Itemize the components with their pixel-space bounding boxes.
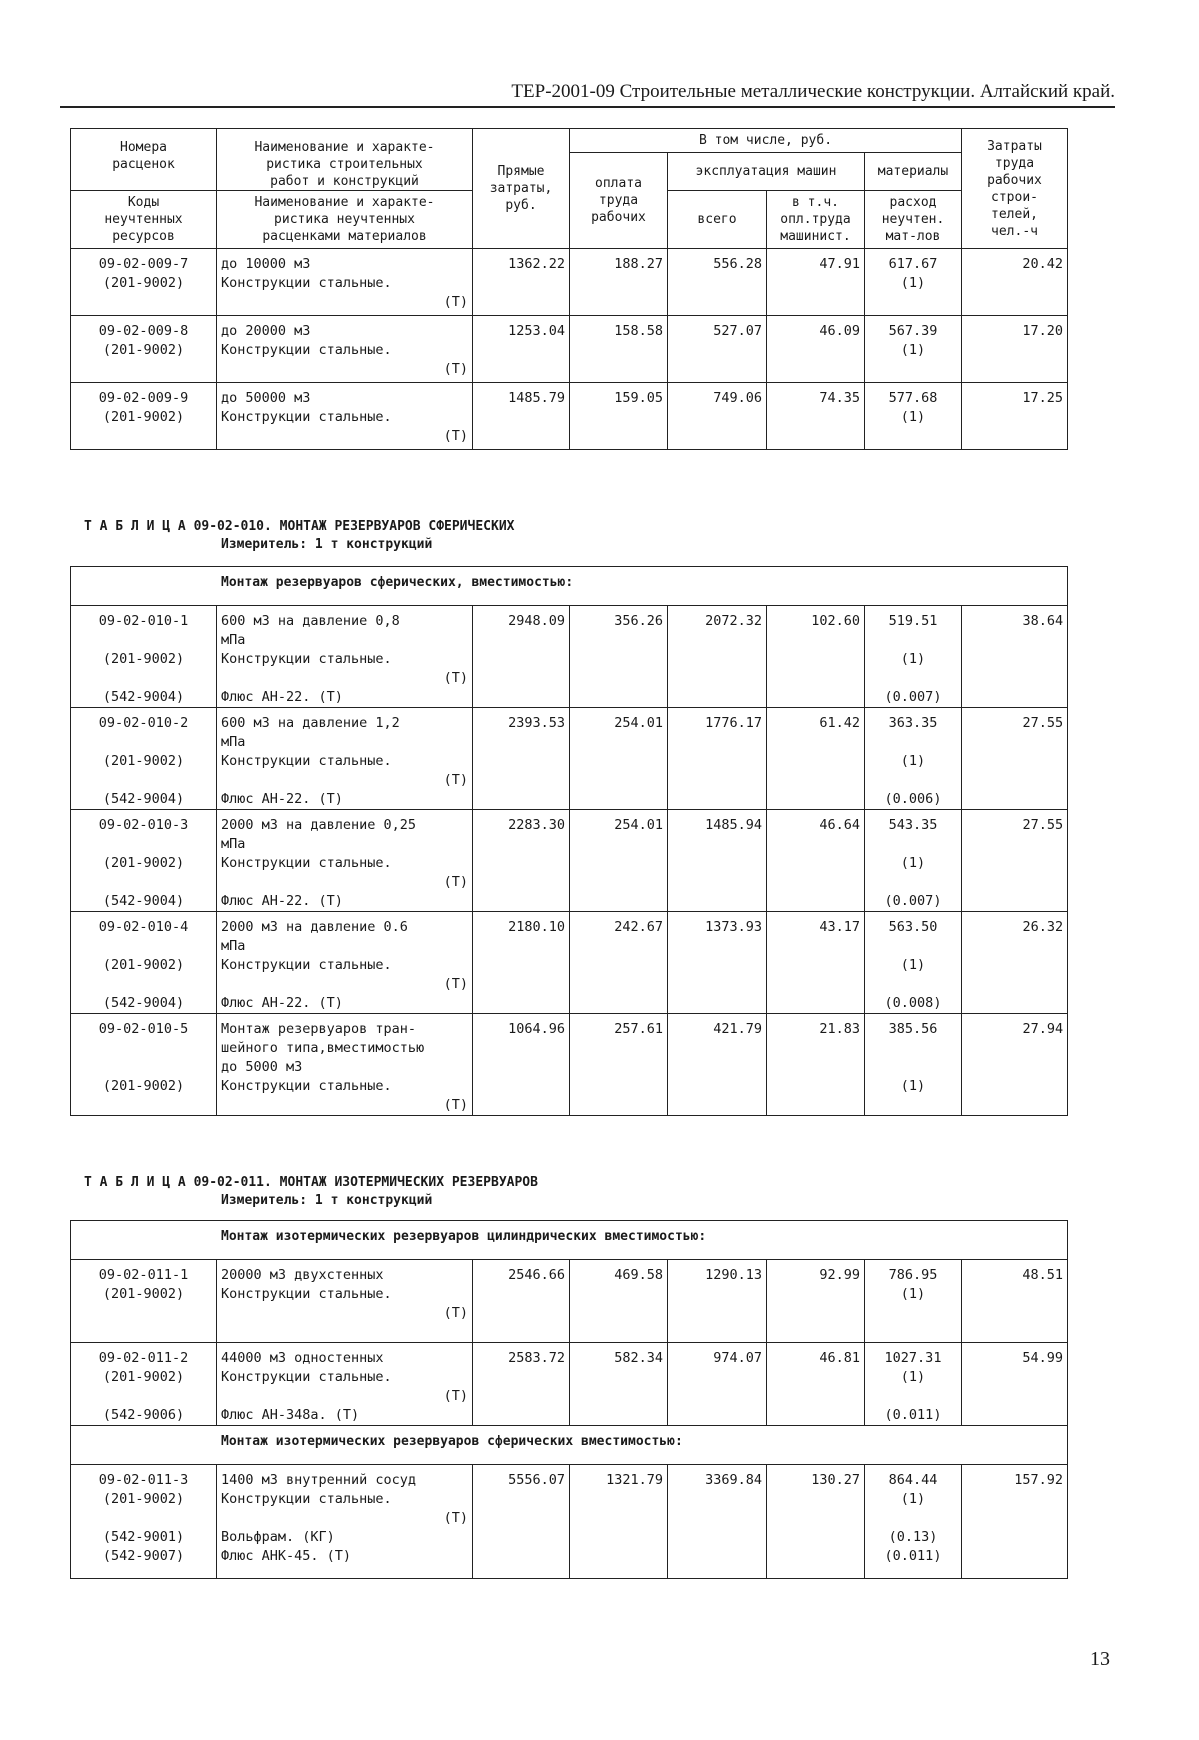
cell-line: (Т)	[443, 874, 468, 890]
rate-row	[71, 383, 1068, 450]
rate-code-cell	[71, 316, 217, 383]
value-direct: 1485.79	[473, 383, 570, 450]
cell-line: (Т)	[443, 428, 468, 444]
rate-code-cell	[71, 1343, 217, 1426]
table-measure: Измеритель: 1 т конструкций	[221, 537, 433, 552]
cell-line: Конструкции стальные.	[221, 753, 392, 769]
value-materials	[865, 1260, 962, 1343]
value-direct: 2180.10	[473, 912, 570, 1014]
rate-code-cell	[71, 708, 217, 810]
cell-line: 543.35	[888, 817, 938, 833]
cell-line: 567.39	[888, 323, 938, 339]
cell-line: Конструкции стальные.	[221, 1369, 392, 1385]
table-measure: Измеритель: 1 т конструкций	[221, 1193, 433, 1208]
cell-line: Конструкции стальные.	[221, 957, 392, 973]
cell-line	[865, 631, 961, 650]
cell-line	[865, 1387, 961, 1406]
header-including: В том числе, руб.	[570, 129, 962, 153]
value-direct: 1064.96	[473, 1014, 570, 1116]
section-title: Монтаж изотермических резервуаров цилиндрических вместимостью:	[71, 1221, 1068, 1260]
value-wage: 469.58	[570, 1260, 668, 1343]
cell-line	[865, 1323, 961, 1342]
cell-line: (1)	[900, 1491, 926, 1507]
value-materials	[865, 708, 962, 810]
cell-line: 2000 м3 на давление 0,25	[221, 817, 417, 833]
table-title: Т А Б Л И Ц А 09-02-011. МОНТАЖ ИЗОТЕРМИЧЕСКИХ РЕЗЕРВУАРОВ	[84, 1175, 538, 1190]
rate-name-cell	[217, 810, 473, 912]
cell-line: 577.68	[888, 390, 938, 406]
cell-line	[71, 631, 216, 650]
cell-line: (542-9006)	[102, 1407, 185, 1423]
cell-line: Конструкции стальные.	[221, 1078, 392, 1094]
cell-line: 44000 м3 одностенных	[221, 1350, 384, 1366]
rate-code-cell	[71, 606, 217, 708]
rate-row	[71, 249, 1068, 316]
cell-line: до 10000 м3	[221, 256, 311, 272]
cell-line: мПа	[221, 836, 246, 852]
header-resource-codes: Коды неучтенных ресурсов	[71, 191, 217, 249]
section-title: Монтаж изотермических резервуаров сферических вместимостью:	[71, 1426, 1068, 1465]
cell-line: 600 м3 на давление 0,8	[221, 613, 400, 629]
cell-line: Флюс АН-22. (Т)	[221, 995, 343, 1011]
value-labor: 20.42	[962, 249, 1068, 316]
cell-line: 1400 м3 внутренний сосуд	[221, 1472, 417, 1488]
value-labor: 17.20	[962, 316, 1068, 383]
header-labor-costs: Затраты труда рабочих строи- телей, чел.-ч	[962, 129, 1068, 249]
value-wage: 356.26	[570, 606, 668, 708]
cell-line	[865, 669, 961, 688]
value-wage: 257.61	[570, 1014, 668, 1116]
rate-name-cell	[217, 912, 473, 1014]
header-rate-numbers: Номера расценок	[71, 129, 217, 191]
cell-line: (Т)	[443, 1510, 468, 1526]
header-work-name: Наименование и характе- ристика строительных работ и конструкций	[217, 129, 473, 191]
rate-code-cell	[71, 1260, 217, 1343]
cell-line	[865, 1058, 961, 1077]
cell-line: Конструкции стальные.	[221, 651, 392, 667]
cell-line: (201-9002)	[102, 1369, 185, 1385]
rate-name-cell	[217, 383, 473, 450]
value-direct: 2583.72	[473, 1343, 570, 1426]
cell-line	[865, 771, 961, 790]
cell-line: 09-02-010-5	[98, 1021, 189, 1037]
value-labor: 48.51	[962, 1260, 1068, 1343]
header-machines-total: всего	[668, 191, 767, 249]
rate-name-cell	[217, 316, 473, 383]
rate-code-cell	[71, 383, 217, 450]
header-direct-costs: Прямые затраты, руб.	[473, 129, 570, 249]
value-labor: 26.32	[962, 912, 1068, 1014]
table-caption-09-02-011	[84, 1174, 538, 1210]
cell-line: (0.13)	[888, 1529, 938, 1545]
table-caption-09-02-010	[84, 518, 514, 554]
value-materials	[865, 383, 962, 450]
cell-line: (1)	[900, 1369, 926, 1385]
value-direct: 2283.30	[473, 810, 570, 912]
rate-code-cell	[71, 1465, 217, 1579]
rate-name-cell	[217, 249, 473, 316]
cell-line	[71, 733, 216, 752]
cell-line: (Т)	[443, 772, 468, 788]
rate-code-cell	[71, 1014, 217, 1116]
value-mach-wage: 47.91	[767, 249, 865, 316]
rate-name-cell	[217, 1343, 473, 1426]
cell-line: 385.56	[888, 1021, 938, 1037]
rate-row	[71, 1465, 1068, 1579]
cell-line: (0.007)	[884, 689, 942, 705]
value-direct: 1362.22	[473, 249, 570, 316]
value-labor: 27.94	[962, 1014, 1068, 1116]
cell-line: 864.44	[888, 1472, 938, 1488]
cell-line: 563.50	[888, 919, 938, 935]
value-mach-wage: 46.09	[767, 316, 865, 383]
cell-line: (Т)	[443, 670, 468, 686]
cell-line	[865, 1096, 961, 1115]
page-number: 13	[1090, 1648, 1110, 1670]
cell-line	[865, 1039, 961, 1058]
rate-row	[71, 316, 1068, 383]
value-wage: 242.67	[570, 912, 668, 1014]
cell-line	[865, 835, 961, 854]
cell-line: 09-02-009-9	[98, 390, 189, 406]
cell-line: (1)	[900, 753, 926, 769]
cell-line: Флюс АН-22. (Т)	[221, 791, 343, 807]
value-materials	[865, 316, 962, 383]
cell-line	[71, 669, 216, 688]
value-mach: 1485.94	[668, 810, 767, 912]
cell-line	[71, 1387, 216, 1406]
cell-line: 1027.31	[884, 1350, 942, 1366]
value-materials	[865, 1014, 962, 1116]
cell-line: Монтаж резервуаров тран-	[221, 1021, 417, 1037]
rate-row	[71, 1260, 1068, 1343]
value-materials	[865, 912, 962, 1014]
value-mach-wage: 43.17	[767, 912, 865, 1014]
cell-line: 09-02-010-2	[98, 715, 189, 731]
header-machines: эксплуатация машин	[668, 153, 865, 191]
cell-line: Конструкции стальные.	[221, 409, 392, 425]
value-direct: 5556.07	[473, 1465, 570, 1579]
rate-code-cell	[71, 810, 217, 912]
value-mach: 1373.93	[668, 912, 767, 1014]
cell-line: Вольфрам. (КГ)	[221, 1529, 335, 1545]
cell-line: Конструкции стальные.	[221, 1286, 392, 1302]
value-mach: 749.06	[668, 383, 767, 450]
cell-line: (1)	[900, 409, 926, 425]
cell-line: Флюс АН-22. (Т)	[221, 689, 343, 705]
cell-line: шейного типа,вместимостью	[221, 1040, 425, 1056]
rate-row	[71, 708, 1068, 810]
cell-line: (201-9002)	[102, 855, 185, 871]
header-wages: оплата труда рабочих	[570, 153, 668, 249]
cell-line: (201-9002)	[102, 275, 185, 291]
cell-line: 09-02-010-1	[98, 613, 189, 629]
cell-line	[71, 771, 216, 790]
cell-line: 09-02-010-4	[98, 919, 189, 935]
cell-line: 617.67	[888, 256, 938, 272]
cell-line: Флюс АНК-45. (Т)	[221, 1548, 352, 1564]
header-machinist-wages: в т.ч. опл.труда машинист.	[767, 191, 865, 249]
value-mach: 1776.17	[668, 708, 767, 810]
rates-table-09-02-010	[70, 566, 1068, 1116]
value-materials	[865, 606, 962, 708]
cell-line	[865, 873, 961, 892]
page-header	[60, 78, 1115, 108]
value-labor: 157.92	[962, 1465, 1068, 1579]
rate-row	[71, 912, 1068, 1014]
cell-line: (201-9002)	[102, 957, 185, 973]
cell-line	[71, 1039, 216, 1058]
value-labor: 17.25	[962, 383, 1068, 450]
cell-line: 09-02-009-8	[98, 323, 189, 339]
value-wage: 188.27	[570, 249, 668, 316]
cell-line: (1)	[900, 342, 926, 358]
cell-line	[71, 835, 216, 854]
value-materials	[865, 810, 962, 912]
cell-line	[71, 1058, 216, 1077]
header-material-name: Наименование и характе- ристика неучтенных расценками материалов	[217, 191, 473, 249]
cell-line: (0.011)	[884, 1548, 942, 1564]
value-mach-wage: 92.99	[767, 1260, 865, 1343]
cell-line: 519.51	[888, 613, 938, 629]
rate-row	[71, 1014, 1068, 1116]
value-mach: 421.79	[668, 1014, 767, 1116]
value-direct: 2948.09	[473, 606, 570, 708]
cell-line	[865, 975, 961, 994]
table-title: Т А Б Л И Ц А 09-02-010. МОНТАЖ РЕЗЕРВУАРОВ СФЕРИЧЕСКИХ	[84, 519, 515, 534]
cell-line	[71, 1509, 216, 1528]
cell-line: (Т)	[443, 361, 468, 377]
cell-line: 09-02-011-3	[98, 1472, 189, 1488]
cell-line: (1)	[900, 957, 926, 973]
cell-line: (201-9002)	[102, 342, 185, 358]
cell-line: (201-9002)	[102, 1491, 185, 1507]
cell-line: (0.006)	[884, 791, 942, 807]
cell-line: (1)	[900, 275, 926, 291]
cell-line: 09-02-011-1	[98, 1267, 189, 1283]
cell-line: Флюс АН-348а. (Т)	[221, 1407, 360, 1423]
value-mach-wage: 46.64	[767, 810, 865, 912]
cell-line: (542-9004)	[102, 893, 185, 909]
cell-line	[71, 937, 216, 956]
value-wage: 158.58	[570, 316, 668, 383]
cell-line	[71, 975, 216, 994]
rates-table-09-02-011	[70, 1220, 1068, 1579]
cell-line	[865, 937, 961, 956]
value-materials	[865, 1343, 962, 1426]
value-wage: 159.05	[570, 383, 668, 450]
cell-line	[71, 1323, 216, 1342]
value-mach: 527.07	[668, 316, 767, 383]
value-labor: 27.55	[962, 708, 1068, 810]
value-direct: 2393.53	[473, 708, 570, 810]
cell-line: мПа	[221, 734, 246, 750]
header-material-consumption: расход неучтен. мат-лов	[865, 191, 962, 249]
cell-line: 20000 м3 двухстенных	[221, 1267, 384, 1283]
value-wage: 582.34	[570, 1343, 668, 1426]
cell-line: 09-02-011-2	[98, 1350, 189, 1366]
value-labor: 38.64	[962, 606, 1068, 708]
cell-line: 786.95	[888, 1267, 938, 1283]
value-mach: 2072.32	[668, 606, 767, 708]
document-title: ТЕР-2001-09 Строительные металлические конструкции. Алтайский край.	[511, 81, 1115, 102]
cell-line: до 5000 м3	[221, 1059, 303, 1075]
cell-line	[71, 1096, 216, 1115]
cell-line: (1)	[900, 1286, 926, 1302]
cell-line	[71, 873, 216, 892]
value-wage: 254.01	[570, 810, 668, 912]
cell-line: (Т)	[443, 1388, 468, 1404]
cell-line	[865, 1304, 961, 1323]
value-labor: 27.55	[962, 810, 1068, 912]
rate-name-cell	[217, 1014, 473, 1116]
value-materials	[865, 1465, 962, 1579]
value-mach-wage: 130.27	[767, 1465, 865, 1579]
cell-line: (542-9004)	[102, 791, 185, 807]
cell-line: до 50000 м3	[221, 390, 311, 406]
cell-line: до 20000 м3	[221, 323, 311, 339]
value-wage: 1321.79	[570, 1465, 668, 1579]
value-direct: 1253.04	[473, 316, 570, 383]
value-mach-wage: 74.35	[767, 383, 865, 450]
value-mach: 974.07	[668, 1343, 767, 1426]
cell-line: (542-9001)	[102, 1529, 185, 1545]
cell-line: Флюс АН-22. (Т)	[221, 893, 343, 909]
cell-line: (542-9004)	[102, 995, 185, 1011]
cell-line	[865, 1509, 961, 1528]
rate-code-cell	[71, 912, 217, 1014]
cell-line: (Т)	[443, 976, 468, 992]
cell-line: (201-9002)	[102, 1286, 185, 1302]
cell-line: (Т)	[443, 1305, 468, 1321]
rate-row	[71, 810, 1068, 912]
header-materials: материалы	[865, 153, 962, 191]
cell-line: Конструкции стальные.	[221, 1491, 392, 1507]
cell-line: (0.007)	[884, 893, 942, 909]
cell-line: (Т)	[443, 294, 468, 310]
cell-line: (0.011)	[884, 1407, 942, 1423]
cell-line: (542-9004)	[102, 689, 185, 705]
cell-line: (1)	[900, 651, 926, 667]
rate-name-cell	[217, 1465, 473, 1579]
cell-line: (542-9007)	[102, 1548, 185, 1564]
cell-line: (201-9002)	[102, 409, 185, 425]
cell-line: (201-9002)	[102, 753, 185, 769]
cell-line	[71, 1304, 216, 1323]
rate-name-cell	[217, 606, 473, 708]
rate-row	[71, 1343, 1068, 1426]
value-mach-wage: 46.81	[767, 1343, 865, 1426]
value-mach-wage: 61.42	[767, 708, 865, 810]
cell-line: мПа	[221, 632, 246, 648]
value-mach-wage: 21.83	[767, 1014, 865, 1116]
cell-line	[865, 733, 961, 752]
cell-line: (1)	[900, 1078, 926, 1094]
value-wage: 254.01	[570, 708, 668, 810]
value-labor: 54.99	[962, 1343, 1068, 1426]
cell-line: мПа	[221, 938, 246, 954]
section-title: Монтаж резервуаров сферических, вместимостью:	[71, 567, 1068, 606]
cell-line: 363.35	[888, 715, 938, 731]
cell-line	[221, 1323, 468, 1342]
rate-code-cell	[71, 249, 217, 316]
cell-line: 600 м3 на давление 1,2	[221, 715, 400, 731]
rates-table-09-02-009	[70, 128, 1068, 450]
rate-row	[71, 606, 1068, 708]
value-mach: 556.28	[668, 249, 767, 316]
cell-line: (201-9002)	[102, 651, 185, 667]
cell-line: Конструкции стальные.	[221, 275, 392, 291]
value-mach: 1290.13	[668, 1260, 767, 1343]
cell-line: 2000 м3 на давление 0.6	[221, 919, 408, 935]
value-direct: 2546.66	[473, 1260, 570, 1343]
rate-name-cell	[217, 708, 473, 810]
cell-line: (1)	[900, 855, 926, 871]
cell-line: (0.008)	[884, 995, 942, 1011]
rate-name-cell	[217, 1260, 473, 1343]
cell-line: 09-02-009-7	[98, 256, 189, 272]
cell-line: 09-02-010-3	[98, 817, 189, 833]
cell-line: (Т)	[443, 1097, 468, 1113]
value-mach-wage: 102.60	[767, 606, 865, 708]
cell-line: (201-9002)	[102, 1078, 185, 1094]
cell-line: Конструкции стальные.	[221, 855, 392, 871]
value-materials	[865, 249, 962, 316]
value-mach: 3369.84	[668, 1465, 767, 1579]
cell-line: Конструкции стальные.	[221, 342, 392, 358]
